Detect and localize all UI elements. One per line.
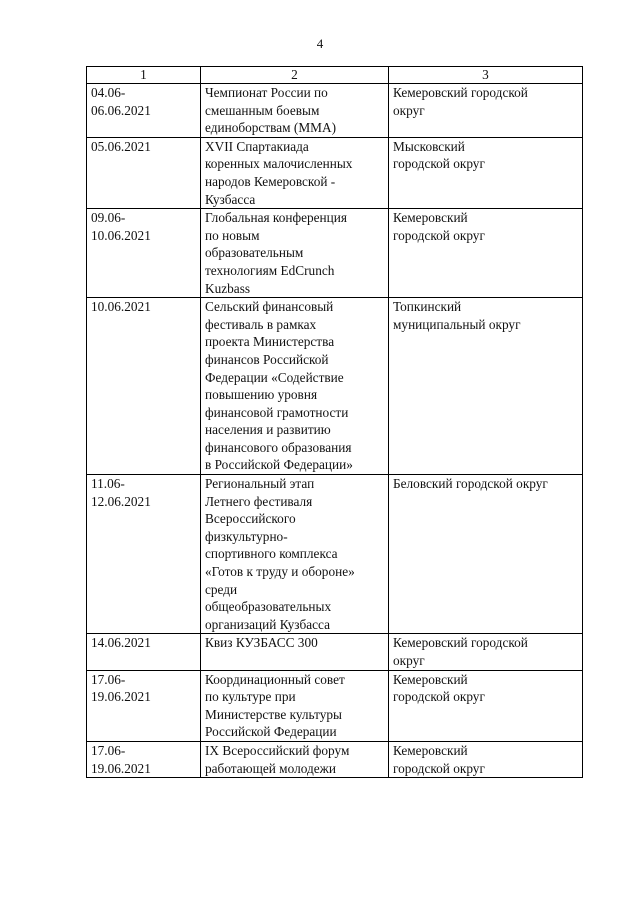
table-row xyxy=(87,670,583,741)
event-cell-text: XVII Спартакиада коренных малочисленных народов Кемеровской - Кузбасса xyxy=(205,138,353,207)
event-cell-text: Глобальная конференция по новым образовательным технологиям EdCrunch Kuzbass xyxy=(205,210,347,296)
table-row xyxy=(87,634,583,670)
date-cell-text: 09.06- 10.06.2021 xyxy=(91,210,151,243)
date-cell xyxy=(87,209,201,298)
location-cell-text: Топкинский муниципальный округ xyxy=(393,299,521,332)
location-cell xyxy=(389,475,583,634)
table-header-row xyxy=(87,67,583,84)
date-cell xyxy=(87,634,201,670)
location-cell-text: Мысковский городской округ xyxy=(393,138,485,172)
date-cell xyxy=(87,475,201,634)
event-cell-text: Квиз КУЗБАСС 300 xyxy=(205,635,318,651)
table-body xyxy=(87,84,583,778)
event-cell xyxy=(201,84,389,138)
date-cell-text: 17.06- 19.06.2021 xyxy=(91,671,151,705)
date-cell-text: 10.06.2021 xyxy=(91,299,151,315)
location-cell-text: Кемеровский городской округ xyxy=(393,742,485,776)
date-cell-text: 05.06.2021 xyxy=(91,138,151,154)
table-row xyxy=(87,84,583,138)
table-row xyxy=(87,209,583,298)
events-table xyxy=(86,66,583,778)
location-cell xyxy=(389,634,583,670)
event-cell-text: Чемпионат России по смешанным боевым единоборствам (ММА) xyxy=(205,85,336,136)
date-cell-text: 14.06.2021 xyxy=(91,635,151,651)
location-cell-text: Кемеровский городской округ xyxy=(393,671,485,705)
event-cell xyxy=(201,670,389,741)
column-header-3: 3 xyxy=(389,67,583,84)
date-cell xyxy=(87,84,201,138)
location-cell-text: Беловский городской округ xyxy=(393,476,548,492)
location-cell xyxy=(389,741,583,777)
date-cell xyxy=(87,670,201,741)
date-cell-text: 11.06- 12.06.2021 xyxy=(91,476,151,509)
page-number: 4 xyxy=(316,36,324,51)
location-cell xyxy=(389,84,583,138)
table-row xyxy=(87,137,583,208)
table-row xyxy=(87,298,583,475)
event-cell xyxy=(201,475,389,634)
event-cell xyxy=(201,137,389,208)
event-cell-text: Сельский финансовый фестиваль в рамках проекта Министерства финансов Российской Федерации «Содействие повышению уровня финансовой грамотности населения и развитию финансового образования в Российской Федерации» xyxy=(205,299,353,473)
location-cell xyxy=(389,670,583,741)
location-cell xyxy=(389,298,583,475)
date-cell-text: 04.06- 06.06.2021 xyxy=(91,85,151,118)
location-cell-text: Кемеровский городской округ xyxy=(393,635,528,668)
event-cell-text: Региональный этап Летнего фестиваля Всероссийского физкультурно- спортивного комплекса «Готов к труду и обороне» среди общеобразовательных организаций Кузбасса xyxy=(205,476,355,632)
table-row xyxy=(87,741,583,777)
event-cell-text: Координационный совет по культуре при Министерстве культуры Российской Федерации xyxy=(205,671,345,740)
location-cell xyxy=(389,209,583,298)
table-row xyxy=(87,475,583,634)
location-cell xyxy=(389,137,583,208)
column-header-2: 2 xyxy=(201,67,389,84)
location-cell-text: Кемеровский городской округ xyxy=(393,85,528,118)
event-cell xyxy=(201,298,389,475)
event-cell xyxy=(201,634,389,670)
date-cell xyxy=(87,298,201,475)
event-cell xyxy=(201,209,389,298)
location-cell-text: Кемеровский городской округ xyxy=(393,210,485,243)
event-cell xyxy=(201,741,389,777)
column-header-1: 1 xyxy=(87,67,201,84)
date-cell-text: 17.06- 19.06.2021 xyxy=(91,742,151,776)
date-cell xyxy=(87,741,201,777)
date-cell xyxy=(87,137,201,208)
event-cell-text: IX Всероссийский форум работающей молодежи xyxy=(205,742,350,776)
